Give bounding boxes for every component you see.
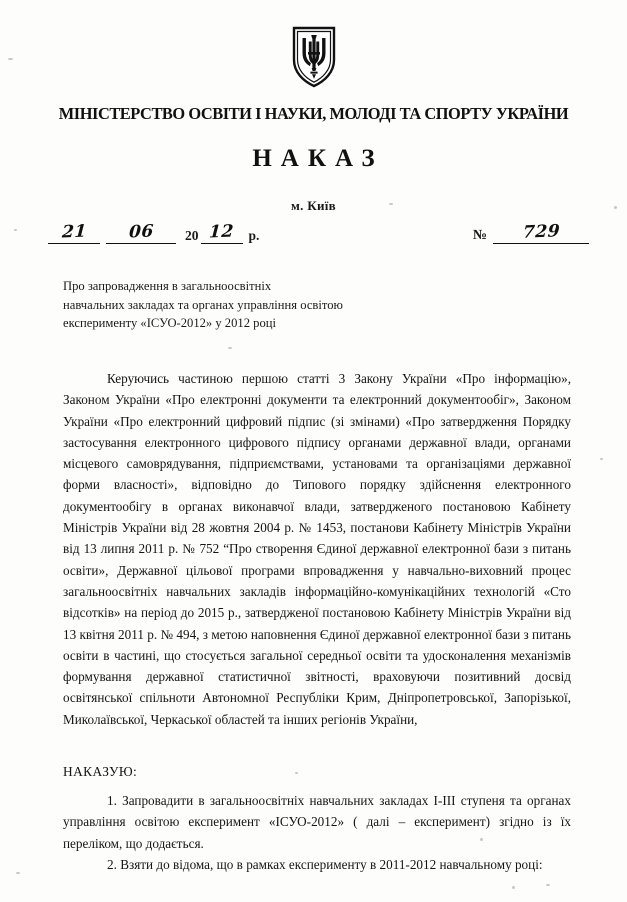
order-date-year-value: 12: [208, 221, 235, 243]
order-date-month-value: 06: [128, 221, 155, 243]
order-date-day-value: 21: [61, 221, 88, 243]
emblem-container: [0, 26, 627, 93]
scan-speckle: [512, 886, 515, 889]
scan-speckle: [600, 458, 603, 460]
scan-speckle: [295, 772, 298, 774]
order-preamble: Керуючись частиною першою статті 3 Закону України «Про інформацію», Законом України «Про електронні документи та електронний документообіг», Законом України «Про електронний цифровий підпис (зі змінами) «Про затвердження Порядку застосування електронного цифрового підпису органами державної влади, органами місцевого самоврядування, підприємствами, установами та організаціями державної форми власності», відповідно до Типового порядку здійснення електронного документообігу в органах виконавчої влади, затвердженого постановою Кабінету Міністрів України від 28 жовтня 2004 р. № 1453, постанови Кабінету Міністрів України від 13 липня 2011 р. № 752 “Про створення Єдиної державної електронної бази з питань освіти», Державної цільової програми впровадження у навчально-виховний процес загальноосвітніх навчальних закладів інформаційно-комунікаційних технологій «Сто відсотків» на період до 2015 р., затвердженої постановою Кабінету Міністрів України від 13 квітня 2011 р. № 494, з метою наповнення Єдиної державної електронної бази з питань освіти в частині, що стосується загальної середньої освіти та удосконалення механізмів формування державної статистичної звітності, враховуючи позитивний досвід освітянської спільноти Автономної Республіки Крим, Дніпропетровської, Запорізької, Миколаївської, Черкаської областей та інших регіонів України,: [63, 371, 571, 727]
order-subject-line-3: експерименту «ІСУО-2012» у 2012 році: [63, 316, 276, 330]
order-meta-row: [48, 221, 589, 254]
order-date-year-unit: р.: [248, 227, 260, 243]
scan-speckle: [546, 884, 550, 886]
order-number-group: [472, 221, 589, 244]
order-number-value: 729: [521, 221, 561, 243]
ukraine-coat-of-arms-tryzub-icon: [291, 26, 337, 88]
order-number-label: №: [472, 227, 487, 243]
order-item-1: 1. Запровадити в загальноосвітніх навчальних закладах І-ІІІ ступеня та органах управління освітою експеримент «ІСУО-2012» ( далі – експеримент) згідно із їх переліком, що додається.: [63, 793, 571, 851]
order-command-word: НАКАЗУЮ:: [63, 764, 138, 779]
order-date-year-field[interactable]: [201, 221, 243, 244]
order-date-group: [48, 221, 260, 244]
scan-speckle: [16, 872, 20, 874]
order-items-list: [63, 790, 571, 875]
ministry-header: МІНІСТЕРСТВО ОСВІТИ І НАУКИ, МОЛОДІ ТА СПОРТУ УКРАЇНИ: [58, 104, 569, 123]
order-number-field[interactable]: [493, 221, 589, 244]
order-subject-line-2: навчальних закладах та органах управління освітою: [63, 297, 343, 312]
order-subject-line-1: Про запровадження в загальноосвітніх: [63, 279, 272, 293]
order-date-day-field[interactable]: [48, 221, 100, 244]
scan-speckle: [14, 229, 17, 231]
order-subject: [63, 277, 403, 333]
order-date-month-field[interactable]: [106, 221, 176, 244]
scan-speckle: [228, 347, 232, 349]
city-line: м. Київ: [290, 198, 336, 213]
order-title: НАКАЗ: [252, 145, 384, 172]
order-date-year-prefix: 20: [185, 227, 199, 243]
order-item-2: 2. Взяти до відома, що в рамках експерименту в 2011-2012 навчальному році:: [107, 856, 543, 872]
